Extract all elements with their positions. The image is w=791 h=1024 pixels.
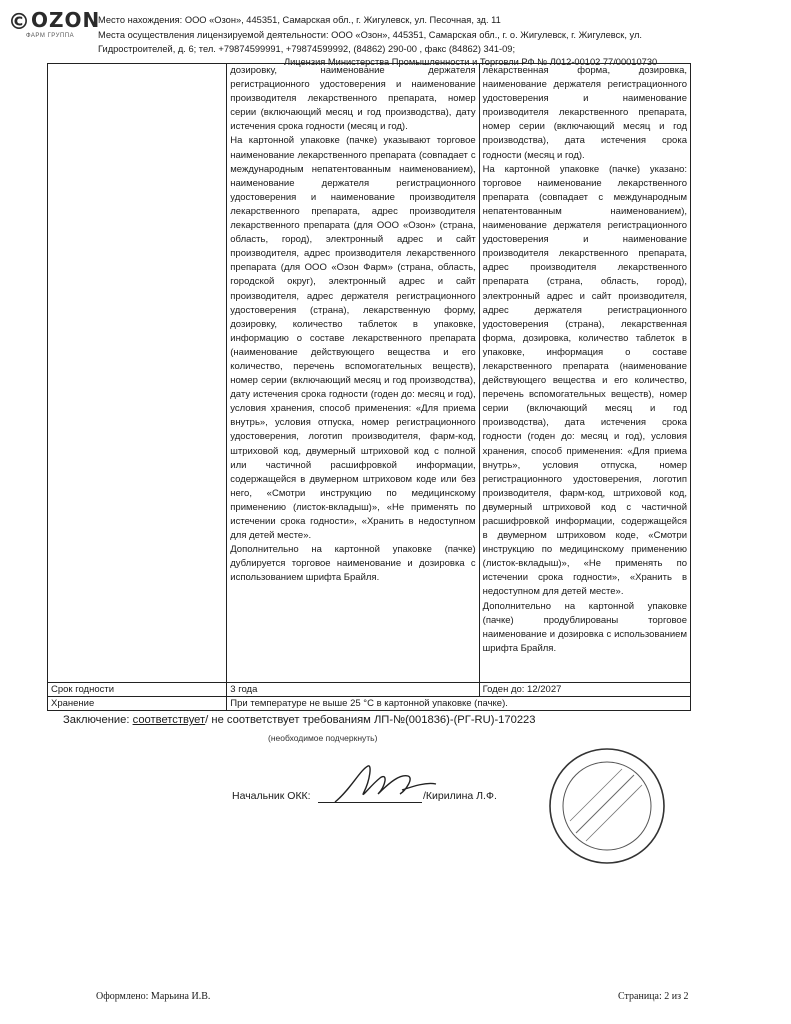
shelf-life-spec: 3 года [227, 683, 479, 697]
result-paragraph: лекарственная форма, дозировка, наименование держателя регистрационного удостоверения и наименование производителя лекарственного препарата, номер серии (включающий месяц и год производства), дата истечения срока годности (месяц и год). [482, 65, 687, 161]
table-row [48, 697, 691, 711]
header-contacts: Гидростроителей, д. 6; тел. +79874599991, +79874599992, (84862) 290-00 , факс (84862) 341-09; [98, 44, 516, 54]
signature-label: Начальник ОКК: [232, 790, 311, 802]
result-paragraph: На картонной упаковке (пачке) указано: торговое наименование лекарственного препарата (совпадает с международным непатентованным наименованием), наименование держателя регистрационного удостоверения и наименование производителя лекарственного препарата, адрес производителя лекарственного препарата (страна, область, город), электронный адрес и сайт производителя, адрес держателя регистрационного удостоверения (страна), лекарственная форма, дозировка, количество таблеток в упаковке, информация о составе лекарственного препарата (наименование действующего вещества и его количество, перечень вспомогательных веществ), номер серии (включающий месяц и год производства), дата истечения срока годности (годен до: месяц и год), условия хранения, способ применения: «Для приема внутрь», условия отпуска, номер регистрационного удостоверения, логотип производителя, фарм-код, штриховой код, двумерный штриховой код с частичной расшифровкой информации, содержащейся в двумерном штриховом коде, «Смотри инструкцию по медицинскому применению (листок-вкладыш)», «Не применять по истечении срока годности», «Хранить в недоступном для детей месте». [482, 163, 687, 598]
shelf-life-label: Срок годности [48, 683, 227, 697]
conclusion-conforms: соответствует [132, 714, 206, 726]
header-license: Лицензия Министерства Промышленности и Торговли РФ № Л012-00102 77/00010730 [284, 57, 658, 67]
conclusion-note: (необходимое подчеркнуть) [268, 733, 378, 743]
param-cell [48, 64, 227, 683]
logo-brand: OZON [31, 8, 101, 32]
handwritten-signature [330, 760, 440, 815]
logo-mark: ©OZON [8, 8, 101, 35]
letterhead [98, 13, 708, 67]
signature-name: /Кирилина Л.Ф. [423, 790, 497, 802]
footer-prepared: Оформлено: Марьина И.В. [96, 991, 211, 1002]
table-row [48, 64, 691, 683]
storage-label: Хранение [48, 697, 227, 711]
shelf-life-result: Годен до: 12/2027 [479, 683, 690, 697]
logo-subtitle: ФАРМ ГРУППА [26, 33, 75, 39]
table-row [48, 683, 691, 697]
header-sites: Места осуществления лицензируемой деятельности: ООО «Озон», 445351, Самарская обл., г. о. Жигулевск, г. Жигулевск, ул. [98, 29, 642, 40]
company-logo [8, 8, 101, 54]
spec-paragraph: Дополнительно на картонной упаковке (пачке) дублируется торговое наименование и дозировка с использованием шрифта Брайля. [230, 544, 476, 584]
result-paragraph: Дополнительно на картонной упаковке (пачке) продублированы торговое наименование и дозировка с использованием шрифта Брайля. [482, 600, 687, 654]
conclusion-lead: Заключение: [63, 714, 133, 726]
company-stamp [546, 745, 668, 872]
signature-line [318, 802, 422, 803]
conclusion-rest: / не соответствует требованиям ЛП-№(001836)-(РГ-RU)-170223 [205, 714, 536, 726]
storage-text: При температуре не выше 25 °С в картонной упаковке (пачке). [227, 697, 691, 711]
conclusion [63, 714, 536, 726]
header-address: Место нахождения: ООО «Озон», 445351, Самарская обл., г. Жигулевск, ул. Песочная, зд. 11 [98, 15, 501, 25]
spec-cell [227, 64, 479, 683]
footer-page: Страница: 2 из 2 [618, 991, 689, 1002]
spec-paragraph: На картонной упаковке (пачке) указывают торговое наименование лекарственного препарата (совпадает с международным непатентованным наименованием), наименование держателя регистрационного удостоверения и наименование производителя лекарственного препарата, адрес производителя лекарственного препарата (для ООО «Озон» (страна, область, город), электронный адрес и сайт производителя, адрес производителя лекарственного препарата (для ООО «Озон Фарм» (страна, область, городской округ), электронный адрес и сайт производителя, адрес держателя регистрационного удостоверения (страна), лекарственную форму, дозировку, количество таблеток в упаковке, информацию о составе лекарственного препарата (наименование действующего вещества и его количество, перечень вспомогательных веществ), номер серии (включающий месяц и год производства), дату истечения срока годности (годен до: месяц и год), условия хранения, способ применения: «Для приема внутрь», условия отпуска, номер регистрационного удостоверения, логотип производителя, фарм-код, штриховой код, двумерный штриховой код с полной или частичной расшифровкой информации, содержащейся в двумерном штриховом коде или без него, «Смотри инструкцию по медицинскому применению (листок-вкладыш)», «Не применять по истечении срока годности», «Хранить в недоступном для детей месте». [230, 135, 476, 542]
result-cell [479, 64, 690, 683]
spec-paragraph: дозировку, наименование держателя регистрационного удостоверения и наименование производителя лекарственного препарата, номер серии (включающий месяц и год производства), дату истечения срока годности (месяц и год). [230, 65, 476, 133]
spec-table [47, 63, 691, 711]
